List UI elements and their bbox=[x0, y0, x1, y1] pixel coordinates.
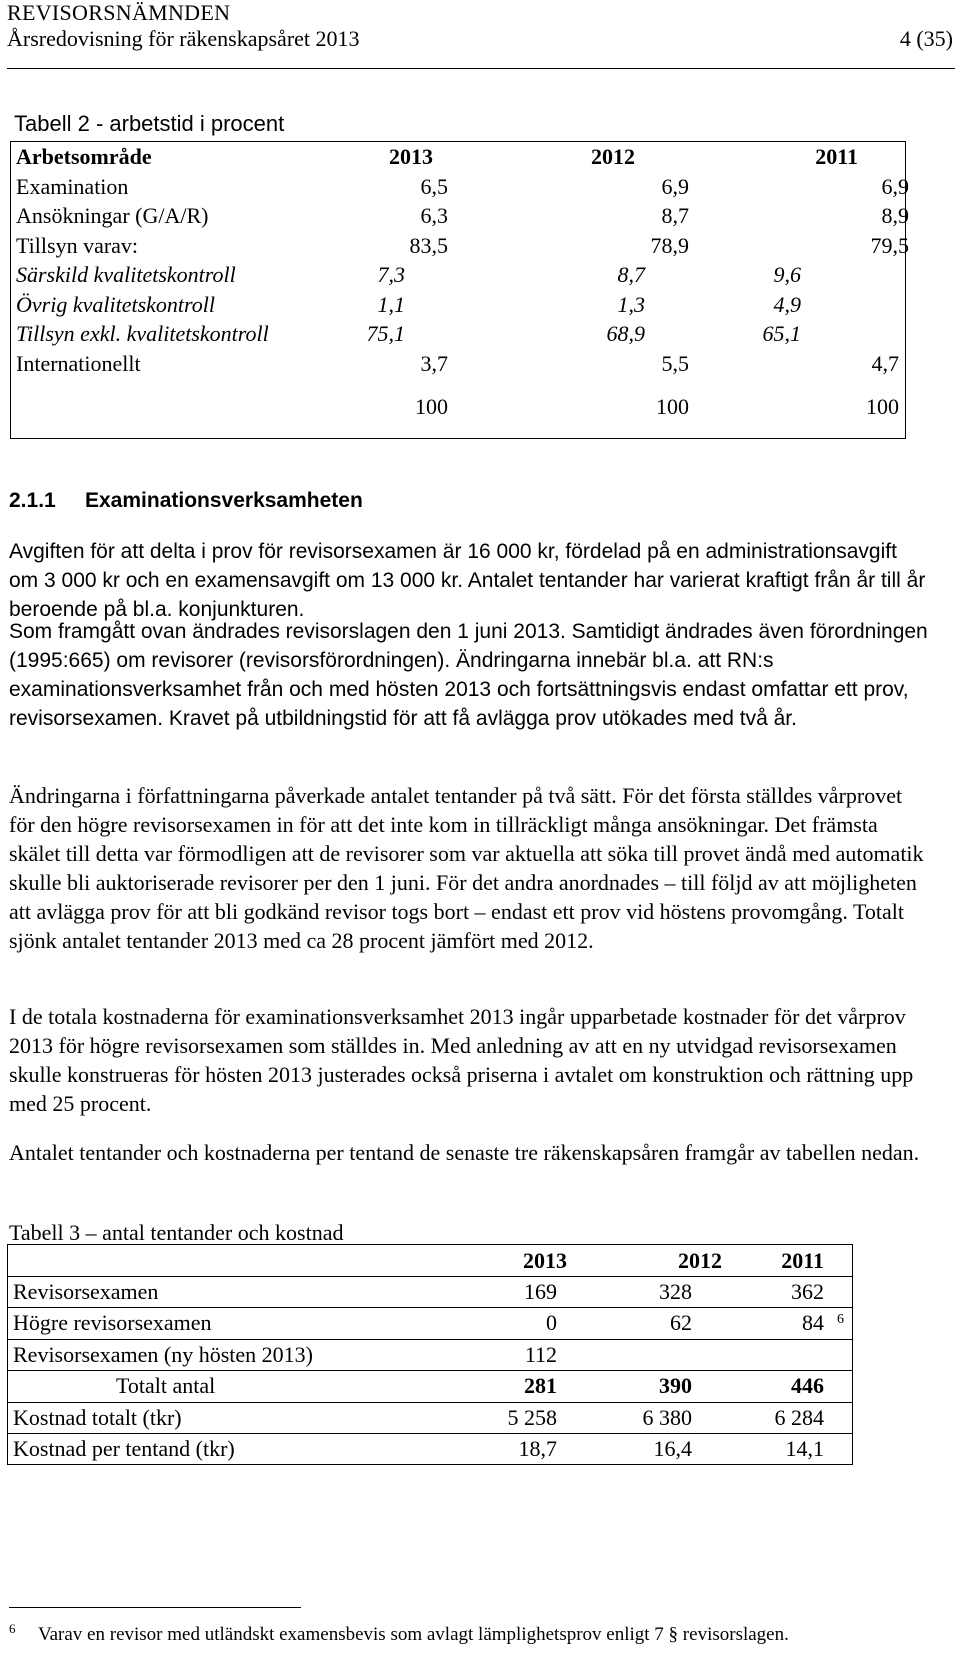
cell: 6,9 bbox=[661, 174, 689, 199]
cell: 65,1 bbox=[762, 321, 801, 346]
cell: 100 bbox=[415, 394, 448, 419]
cell: 390 bbox=[659, 1373, 692, 1398]
cell: 83,5 bbox=[409, 233, 448, 258]
paragraph: Avgiften för att delta i prov för revisorsexamen är 16 000 kr, fördelad på en administrationsavgift om 3 000 kr och en examensavgift om 13 000 kr. Antalet tentander har varierat kraftigt från år till år beroende på bl.a. konjunkturen. bbox=[9, 540, 926, 621]
cell: 362 bbox=[791, 1279, 824, 1304]
table-row bbox=[11, 290, 905, 320]
table-row bbox=[11, 319, 905, 349]
footnote-text: Varav en revisor med utländskt examensbevis som avlagt lämplighetsprov enligt 7 § revisorslagen. bbox=[38, 1624, 789, 1645]
table3-header-2012: 2012 bbox=[678, 1248, 722, 1273]
cell: 112 bbox=[524, 1342, 557, 1367]
cell: 79,5 bbox=[870, 233, 909, 258]
paragraph: Antalet tentander och kostnaderna per tentand de senaste tre räkenskapsåren framgår av tabellen nedan. bbox=[9, 1140, 920, 1165]
footnote-reference[interactable]: 6 bbox=[837, 1312, 844, 1327]
header-divider bbox=[7, 68, 955, 69]
row-label: Tillsyn varav: bbox=[16, 233, 139, 258]
table-row bbox=[11, 172, 909, 202]
cell: 75,1 bbox=[366, 321, 405, 346]
table2-header-2012: 2012 bbox=[591, 144, 635, 169]
table3-header-2011: 2011 bbox=[781, 1248, 824, 1273]
section-number: 2.1.1 bbox=[9, 489, 56, 512]
table-row bbox=[8, 1433, 852, 1465]
table-row bbox=[8, 1402, 852, 1434]
table-row bbox=[8, 1339, 852, 1371]
table-row bbox=[11, 349, 905, 379]
paragraph: I de totala kostnaderna för examinationsverksamhet 2013 ingår upparbetade kostnader för det vårprov 2013 för högre revisorsexamen som ställdes in. Med anledning av att en ny utvidgad revisorsexamen skulle konstrueras för hösten 2013 justerades också priserna i avtalet om konstruktion och rättning upp med 25 procent. bbox=[9, 1004, 914, 1116]
cell: 100 bbox=[656, 394, 689, 419]
cell: 6 284 bbox=[774, 1405, 824, 1430]
cell: 9,6 bbox=[773, 262, 801, 287]
paragraph: Som framgått ovan ändrades revisorslagen den 1 juni 2013. Samtidigt ändrades även förordningen (1995:665) om revisorer (revisorsförordningen). Ändringarna innebär bl.a. att RN:s examinationsverksamhet från och med hösten 2013 och fortsättningsvis endast omfattar ett prov, revisorsexamen. Kravet på utbildningstid för att få avlägga prov utökades med två år. bbox=[9, 620, 928, 730]
cell: 7,3 bbox=[377, 262, 405, 287]
cell: 5 258 bbox=[507, 1405, 557, 1430]
row-label: Tillsyn exkl. kvalitetskontroll bbox=[16, 321, 269, 346]
row-label: Ansökningar (G/A/R) bbox=[16, 203, 209, 228]
cell: 6,9 bbox=[881, 174, 909, 199]
table2-caption: Tabell 2 - arbetstid i procent bbox=[14, 111, 285, 136]
cell: 8,9 bbox=[881, 203, 909, 228]
report-title: Årsredovisning för räkenskapsåret 2013 bbox=[7, 26, 360, 51]
row-label: Totalt antal bbox=[116, 1373, 216, 1398]
cell: 4,9 bbox=[773, 292, 801, 317]
cell: 6 380 bbox=[642, 1405, 692, 1430]
org-name: REVISORSNÄMNDEN bbox=[7, 0, 231, 25]
table-row bbox=[11, 231, 909, 261]
cell: 0 bbox=[546, 1310, 557, 1335]
cell: 6,5 bbox=[420, 174, 448, 199]
cell: 5,5 bbox=[661, 351, 689, 376]
table2-header-2011: 2011 bbox=[815, 144, 858, 169]
table2-total-row bbox=[11, 392, 905, 422]
table3-header-row bbox=[8, 1245, 852, 1277]
table-row bbox=[8, 1307, 852, 1339]
cell: 8,7 bbox=[661, 203, 689, 228]
section-title: Examinationsverksamheten bbox=[85, 489, 363, 512]
cell: 281 bbox=[524, 1373, 557, 1398]
cell: 8,7 bbox=[617, 262, 645, 287]
cell: 6,3 bbox=[420, 203, 448, 228]
table3-total-row bbox=[8, 1370, 852, 1402]
cell: 3,7 bbox=[420, 351, 448, 376]
paragraph: Ändringarna i författningarna påverkade antalet tentander på två sätt. För det första ställdes vårprovet för den högre revisorsexamen in för att det inte kom in tillräckligt många ansökningar. Det främsta skälet till detta var förmodligen att de revisorer som var aktuella att söka till provet ändå med automatik skulle bli auktoriserade revisorer per den 1 juni. För det andra anordnades – till följd av att möjligheten att avlägga prov för att bli godkänd revisor togs bort – endast ett prov vid höstens provomgång. Totalt sjönk antalet tentander 2013 med ca 28 procent jämfört med 2012. bbox=[9, 783, 924, 953]
cell: 16,4 bbox=[653, 1436, 692, 1461]
row-label: Högre revisorsexamen bbox=[13, 1310, 212, 1335]
row-label: Kostnad totalt (tkr) bbox=[13, 1405, 182, 1430]
row-label: Övrig kvalitetskontroll bbox=[16, 292, 215, 317]
table2-header-label: Arbetsområde bbox=[16, 144, 152, 169]
table3 bbox=[7, 1244, 853, 1465]
page-number: 4 (35) bbox=[899, 26, 953, 51]
cell: 328 bbox=[659, 1279, 692, 1304]
cell: 1,3 bbox=[617, 292, 645, 317]
cell: 1,1 bbox=[377, 292, 405, 317]
row-label: Examination bbox=[16, 174, 129, 199]
row-label: Särskild kvalitetskontroll bbox=[16, 262, 236, 287]
table-row bbox=[11, 201, 909, 231]
cell: 14,1 bbox=[785, 1436, 824, 1461]
table2 bbox=[10, 141, 909, 439]
row-label: Revisorsexamen (ny hösten 2013) bbox=[13, 1342, 313, 1367]
row-label: Internationellt bbox=[16, 351, 141, 376]
cell: 78,9 bbox=[650, 233, 689, 258]
cell: 446 bbox=[791, 1373, 824, 1398]
table2-header-2013: 2013 bbox=[389, 144, 433, 169]
cell: 62 bbox=[670, 1310, 692, 1335]
cell: 169 bbox=[524, 1279, 557, 1304]
table3-header-2013: 2013 bbox=[523, 1248, 567, 1273]
row-label: Kostnad per tentand (tkr) bbox=[13, 1436, 235, 1461]
footnote-mark: 6 bbox=[9, 1621, 16, 1636]
table3-caption: Tabell 3 – antal tentander och kostnad bbox=[9, 1220, 344, 1245]
table-row bbox=[8, 1276, 852, 1308]
footnote-divider bbox=[9, 1607, 301, 1608]
table-row bbox=[11, 260, 905, 290]
table2-header-row bbox=[11, 142, 905, 172]
cell: 68,9 bbox=[606, 321, 645, 346]
cell: 84 bbox=[802, 1310, 824, 1335]
section-heading bbox=[9, 489, 363, 513]
page-header bbox=[7, 0, 953, 52]
cell: 18,7 bbox=[518, 1436, 557, 1461]
cell: 4,7 bbox=[871, 351, 899, 376]
row-label: Revisorsexamen bbox=[13, 1279, 159, 1304]
cell: 100 bbox=[866, 394, 899, 419]
